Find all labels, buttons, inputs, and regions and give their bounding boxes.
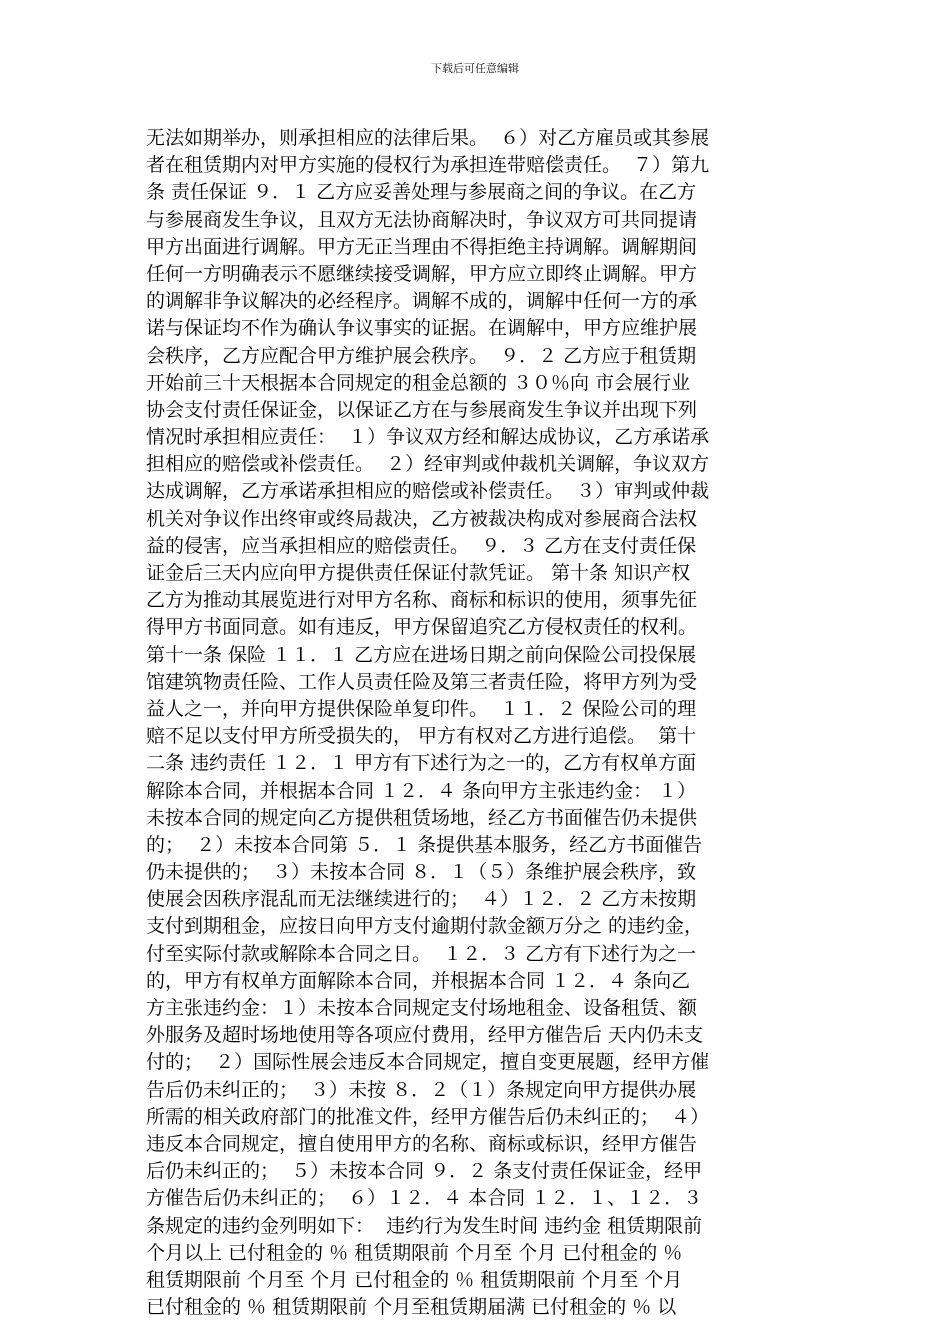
text-line: 馆建筑物责任险、工作人员责任险及第三者责任险，将甲方列为受 [146,670,698,693]
text-line: 情况时承担相应责任： １）争议双方经和解达成协议，乙方承诺承 [146,426,710,449]
text-line: 的，甲方有权单方面解除本合同，并根据本合同 １２．４ 条向乙 [146,969,691,992]
text-line: 外服务及超时场地使用等各项应付费用，经甲方催告后 天内仍未支 [146,1024,704,1047]
text-line: 诺与保证均不作为确认争议事实的证据。在调解中，甲方应维护展 [146,317,698,340]
text-line: 违反本合同规定，擅自使用甲方的名称、商标或标识，经甲方催告 [146,1132,698,1155]
text-line: 使展会因秩序混乱而无法继续进行的； ４）１２．２ 乙方未按期 [146,888,697,911]
text-line: 达成调解，乙方承诺承担相应的赔偿或补偿责任。 ３）审判或仲裁 [146,480,710,503]
text-line: 协会支付责任保证金，以保证乙方在与参展商发生争议并出现下列 [146,398,698,421]
text-line: 任何一方明确表示不愿继续接受调解，甲方应立即终止调解。甲方 [146,262,698,285]
text-line: 方主张违约金：１）未按本合同规定支付场地租金、设备租赁、额 [146,997,698,1019]
text-line: 得甲方书面同意。如有违反，甲方保留追究乙方侵权责任的权利。 [146,616,698,639]
text-line: 机关对争议作出终审或终局裁决，乙方被裁决构成对参展商合法权 [146,507,698,530]
text-line: 会秩序，乙方应配合甲方维护展会秩序。 ９．２ 乙方应于租赁期 [146,344,697,367]
text-line: 甲方出面进行调解。甲方无正当理由不得拒绝主持调解。调解期间 [146,235,698,258]
contract-body-text [146,125,810,1321]
text-line: 乙方为推动其展览进行对甲方名称、商标和标识的使用，须事先征 [146,589,698,612]
text-line: 条规定的违约金列明如下： 违约行为发生时间 违约金 租赁期限前 [146,1214,703,1237]
text-line: 证金后三天内应向甲方提供责任保证付款凭证。 第十条 知识产权 [146,562,691,584]
text-line: 所需的相关政府部门的批准文件，经甲方催告后仍未纠正的； ４） [146,1105,710,1128]
text-line: 益人之一，并向甲方提供保险单复印件。 １１．２ 保险公司的理 [146,697,697,720]
text-line: 赔不足以支付甲方所受损失的， 甲方有权对乙方进行追偿。 第十 [146,725,697,748]
text-line: 支付到期租金，应按日向甲方支付逾期付款金额万分之 的违约金， [146,915,704,938]
text-line: 的调解非争议解决的必经程序。调解不成的，调解中任何一方的承 [146,290,698,313]
text-line: 个月以上 已付租金的 ％ 租赁期限前 个月至 个月 已付租金的 ％ [146,1241,683,1264]
text-line: 方催告后仍未纠正的； ６）１２．４ 本合同 １２．１、１２．３ [146,1187,703,1210]
page-header-caption: 下载后可任意编辑 [431,62,519,75]
text-line: 告后仍未纠正的； ３）未按 ８．２（１）条规定向甲方提供办展 [146,1078,697,1101]
text-line: 仍未提供的； ３）未按本合同 ８．１（５）条维护展会秩序，致 [146,861,697,884]
text-line: 第十一条 保险 １１．１ 乙方应在进场日期之前向保险公司投保展 [146,643,697,666]
text-line: 的； ２）未按本合同第 ５．１ 条提供基本服务，经乙方书面催告 [146,833,703,856]
text-line: 与参展商发生争议，且双方无法协商解决时，争议双方可共同提请 [146,208,698,231]
text-line: 二条 违约责任 １２．１ 甲方有下述行为之一的，乙方有权单方面 [146,752,697,775]
text-line: 条 责任保证 ９．１ 乙方应妥善处理与参展商之间的争议。在乙方 [146,181,697,204]
text-line: 已付租金的 ％ 租赁期限前 个月至租赁期届满 已付租金的 ％ 以 [146,1296,677,1319]
text-line: 解除本合同，并根据本合同 １２．４ 条向甲方主张违约金： １） [146,779,697,802]
text-line: 付的； ２）国际性展会违反本合同规定，擅自变更展题，经甲方催 [146,1051,710,1074]
text-line: 开始前三十天根据本合同规定的租金总额的 ３０％向 市会展行业 [146,371,691,394]
text-line: 担相应的赔偿或补偿责任。 ２）经审判或仲裁机关调解，争议双方 [146,453,710,476]
text-line: 益的侵害，应当承担相应的赔偿责任。 ９．３ 乙方在支付责任保 [146,534,697,557]
text-line: 未按本合同的规定向乙方提供租赁场地，经乙方书面催告仍未提供 [146,806,698,829]
text-line: 后仍未纠正的； ５）未按本合同 ９．２ 条支付责任保证金，经甲 [146,1160,703,1183]
text-line: 者在租赁期内对甲方实施的侵权行为承担连带赔偿责任。 ７）第九 [146,154,710,177]
text-line: 无法如期举办，则承担相应的法律后果。 ６）对乙方雇员或其参展 [146,127,710,149]
text-line: 付至实际付款或解除本合同之日。 １２．３ 乙方有下述行为之一 [146,942,697,965]
text-line: 租赁期限前 个月至 个月 已付租金的 ％ 租赁期限前 个月至 个月 [146,1268,683,1291]
